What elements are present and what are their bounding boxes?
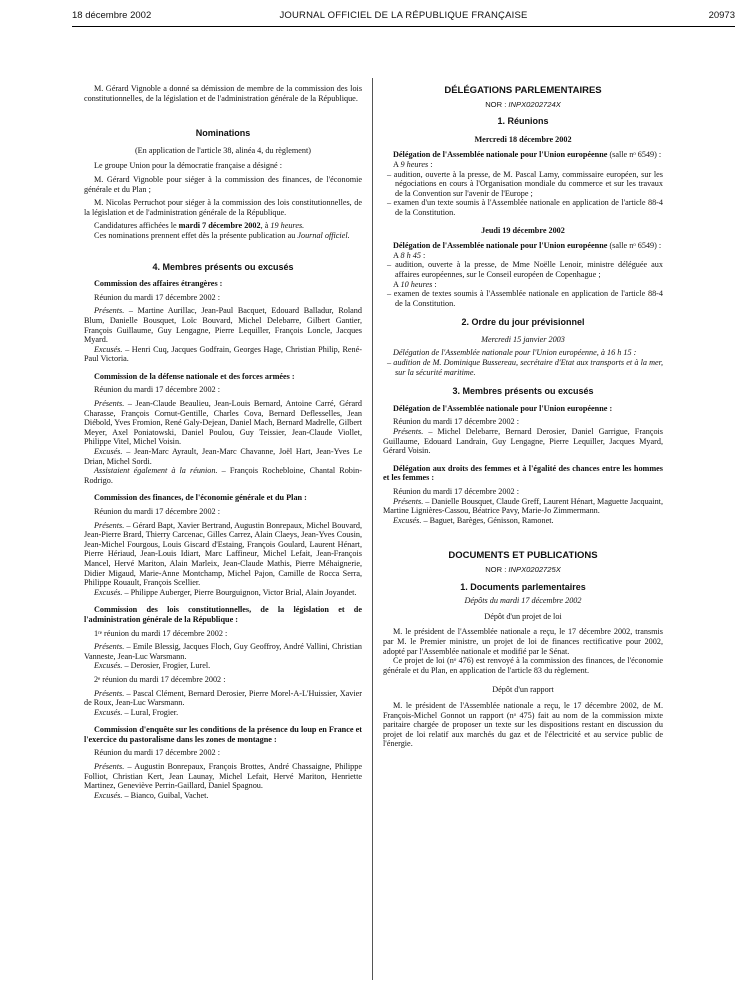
- s3-reunion1: Réunion du mardi 17 décembre 2002 :: [393, 417, 519, 427]
- documents-heading: DOCUMENTS ET PUBLICATIONS: [448, 550, 598, 562]
- c5-excuses: Excusés. – Bianco, Guibal, Vachet.: [94, 790, 209, 800]
- c4-reunion2: 2ᵉ réunion du mardi 17 décembre 2002 :: [94, 674, 226, 684]
- page-header: [72, 10, 735, 24]
- header-rule: [72, 26, 735, 27]
- header-journal-title: JOURNAL OFFICIEL DE LA RÉPUBLIQUE FRANÇAISE: [279, 10, 528, 21]
- c3-title: Commission des finances, de l'économie générale et du Plan :: [94, 493, 307, 503]
- item1b: – examen d'un texte soumis à l'Assemblée nationale en application de l'article 88-4 de la Constitution.: [387, 198, 663, 217]
- doc-p3: M. le président de l'Assemblée nationale a reçu, le 17 décembre 2002, de M. François-Michel Gonnot un rapport (nᵒ 475) fait au nom de la commission mixte paritaire chargée de proposer un texte sur les dispositions restant en discussion du projet de loi relatif aux marchés du gaz et de l'électricité et au service public de l'énergie.: [383, 700, 663, 749]
- sub-projet-de-loi: Dépôt d'un projet de loi: [484, 611, 562, 621]
- s3-deleg1: Délégation de l'Assemblée nationale pour l'Union européenne :: [393, 403, 613, 413]
- deleg1: Délégation de l'Assemblée nationale pour l'Union européenne (salle nᵒ 6549) :: [393, 150, 662, 160]
- c3-excuses: Excusés. – Philippe Auberger, Pierre Bourguignon, Victor Brial, Alain Joyandet.: [94, 587, 357, 597]
- c2-presents: Présents. – Jean-Claude Beaulieu, Jean-Louis Bernard, Antoine Carré, Gérard Charasse, François Cornut-Gentille, Charles Cova, Bernard Deflesselles, Jean Diébold, Yves Fromion, René Galy-Dejean, Daniel Mach, Bernard Madrelle, Gilbert Meyer, Axel Poniatowski, Daniel Poulou, Guy Teissier, Jean-Claude Viollet, Philippe Vitel, Michel Voisin.: [84, 399, 362, 447]
- delegations-heading: DÉLÉGATIONS PARLEMENTAIRES: [444, 85, 602, 96]
- c5-title: Commission d'enquête sur les conditions de la présence du loup en France et l'exercice du pastoralisme dans les zones de montagne :: [84, 725, 362, 744]
- nominations-p1: Le groupe Union pour la démocratie française a désigné :: [94, 161, 283, 171]
- sub-rapport: Dépôt d'un rapport: [492, 685, 554, 695]
- c3-presents: Présents. – Gérard Bapt, Xavier Bertrand, Augustin Bonrepaux, Michel Bouvard, Jean-Pierre Brard, Thierry Carcenac, Gilles Carrez, Alain Claeys, Jean-Yves Cousin, Jean-Michel Fourgous, Louis Giscard d'Estaing, François Goulard, Laurent Hénart, Pierre Hériaud, Jean-Louis Idiart, Marc Laffineur, Michel Lefait, Jean-François Mancel, Hervé Mariton, Alain Marleix, Jean-Claude Mathis, Pierre Méhaignerie, Didier Migaud, Marie-Anne Montchamp, Michel Pajon, Camille de Rocca Serra, Philippe Rouault, François Scellier.: [84, 520, 362, 588]
- reunions-heading: 1. Réunions: [497, 116, 549, 127]
- s3-deleg2: Délégation aux droits des femmes et à l'égalité des chances entre les hommes et les femmes :: [383, 463, 663, 483]
- c1-title: Commission des affaires étrangères :: [94, 279, 223, 289]
- time2: A 8 h 45 :: [393, 250, 426, 260]
- c4-title: Commission des lois constitutionnelles, de la législation et de l'administration générale de la République :: [84, 605, 362, 624]
- section4-heading: 4. Membres présents ou excusés: [152, 261, 294, 272]
- c4-excuses1: Excusés. – Derosier, Frogier, Lurel.: [94, 661, 211, 671]
- c3-reunion: Réunion du mardi 17 décembre 2002 :: [94, 507, 220, 516]
- header-page-number: 20973: [708, 10, 735, 21]
- s2-deleg: Délégation de l'Assemblée nationale pour l'Union européenne, à 16 h 15 :: [393, 348, 637, 358]
- nominations-p2: M. Gérard Vignoble pour siéger à la commission des finances, de l'économie générale et du Plan ;: [84, 174, 362, 194]
- c1-reunion: Réunion du mardi 17 décembre 2002 :: [94, 292, 220, 302]
- documents-parlementaires-heading: 1. Documents parlementaires: [460, 581, 586, 592]
- c4-excuses2: Excusés. – Lural, Frogier.: [94, 707, 179, 717]
- s3-reunion2: Réunion du mardi 17 décembre 2002 :: [393, 487, 519, 496]
- documents-nor: NOR : INPX0202725X: [485, 564, 561, 574]
- nominations-p4: Candidatures affichées le mardi 7 décembre 2002, à 19 heures.: [94, 221, 305, 231]
- s3-presents2: Présents. – Danielle Bousquet, Claude Greff, Laurent Hénart, Maguette Jacquaint, Martine Lignières-Cassou, Béatrice Pavy, Marie-Jo Zimmermann.: [383, 496, 663, 516]
- nominations-p5: Ces nominations prennent effet dès la présente publication au Journal officiel.: [94, 230, 350, 240]
- c4-reunion1: 1ʳᵉ réunion du mardi 17 décembre 2002 :: [94, 628, 228, 638]
- time1: A 9 heures :: [393, 159, 433, 169]
- ordre-du-jour-heading: 2. Ordre du jour prévisionnel: [461, 317, 585, 328]
- doc-p1: M. le président de l'Assemblée nationale a reçu, le 17 décembre 2002, transmis par M. le Premier ministre, un projet de loi de finances rectificative pour 2002, adopté par l'Assemblée nationale et modifié par le Sénat.: [383, 627, 663, 656]
- s3-presents1: Présents. – Michel Delebarre, Bernard Derosier, Daniel Garrigue, François Guillaume, Edouard Landrain, Guy Lengagne, Pierre Lequiller, Jacques Myard, Gérard Voisin.: [383, 427, 663, 456]
- left-column: [84, 84, 362, 800]
- depots-date: Dépôts du mardi 17 décembre 2002: [464, 596, 582, 606]
- membres-heading: 3. Membres présents ou excusés: [452, 386, 594, 397]
- c2-reunion: Réunion du mardi 17 décembre 2002 :: [94, 385, 220, 395]
- c4-presents2: Présents. – Pascal Clément, Bernard Derosier, Pierre Morel-A-L'Huissier, Xavier de Roux, Jean-Luc Warsmann.: [84, 688, 362, 708]
- header-date: 18 décembre 2002: [72, 10, 152, 21]
- delegations-nor: NOR : INPX0202724X: [485, 99, 561, 109]
- nominations-application: (En application de l'article 38, alinéa 4, du règlement): [134, 145, 312, 155]
- doc-p2: Ce projet de loi (nᵒ 476) est renvoyé à la commission des finances, de l'économie générale et du Plan, en application de l'article 83 du règlement.: [383, 656, 663, 675]
- day2-heading: Jeudi 19 décembre 2002: [481, 225, 565, 235]
- deleg2: Délégation de l'Assemblée nationale pour l'Union européenne (salle nᵒ 6549) :: [393, 241, 662, 251]
- right-column: [383, 84, 663, 749]
- s2-item: – audition de M. Dominique Bussereau, secrétaire d'Etat aux transports et à la mer, sur la sécurité maritime.: [387, 358, 663, 377]
- nominations-p3: M. Nicolas Perruchot pour siéger à la commission des lois constitutionnelles, de la législation et de l'administration générale de la République.: [84, 198, 362, 217]
- nominations-heading: Nominations: [195, 128, 251, 139]
- intro-paragraph: M. Gérard Vignoble a donné sa démission de membre de la commission des lois constitutionnelles, de la législation et de l'administration générale de la République.: [84, 84, 362, 103]
- item1a: – audition, ouverte à la presse, de M. Pascal Lamy, commissaire européen, sur les négociations en cours à l'Organisation mondiale du commerce et sur les travaux de la Convention sur l'avenir de l'Europe ;: [387, 169, 663, 198]
- time3: A 10 heures :: [393, 279, 437, 289]
- item3a: – examen de textes soumis à l'Assemblée nationale en application de l'article 88-4 de la Constitution.: [387, 289, 663, 308]
- item2a: – audition, ouverte à la presse, de Mme Noëlle Lenoir, ministre déléguée aux affaires européennes, sur le Conseil européen de Copenhague ;: [387, 260, 663, 279]
- column-divider: [372, 78, 373, 980]
- c5-presents: Présents. – Augustin Bonrepaux, François Brottes, André Chassaigne, Philippe Folliot, Christian Kert, Jean Launay, Michel Lefait, Hervé Mariton, Henriette Martinez, Geneviève Perrin-Gaillard, Daniel Spagnou.: [84, 762, 362, 791]
- c2-assistait: Assistaient également à la réunion. – François Rochebloine, Chantal Robin-Rodrigo.: [84, 466, 362, 485]
- day1-heading: Mercredi 18 décembre 2002: [474, 134, 572, 144]
- c5-reunion: Réunion du mardi 17 décembre 2002 :: [94, 748, 220, 758]
- c2-excuses: Excusés. – Jean-Marc Ayrault, Jean-Marc Chavanne, Joël Hart, Jean-Yves Le Drian, Michel Sordi.: [84, 447, 362, 466]
- c1-presents: Présents. – Martine Aurillac, Jean-Paul Bacquet, Edouard Balladur, Roland Blum, Danielle Bousquet, Loïc Bouvard, Michel Delebarre, Gilbert Gantier, François Guillaume, Guy Lengagne, Pierre Lequiller, François Loncle, Jacques Myard.: [84, 306, 362, 345]
- c4-presents1: Présents. – Emile Blessig, Jacques Floch, Guy Geoffroy, André Vallini, Christian Vanneste, Jean-Luc Warsmann.: [84, 642, 362, 661]
- s3-excuses2: Excusés. – Baguet, Barèges, Génisson, Ramonet.: [393, 515, 554, 525]
- s2-day: Mercredi 15 janvier 2003: [481, 334, 565, 344]
- c2-title: Commission de la défense nationale et des forces armées :: [94, 371, 295, 381]
- c1-excuses: Excusés. – Henri Cuq, Jacques Godfrain, Georges Hage, Christian Philip, René-Paul Victoria.: [84, 344, 362, 364]
